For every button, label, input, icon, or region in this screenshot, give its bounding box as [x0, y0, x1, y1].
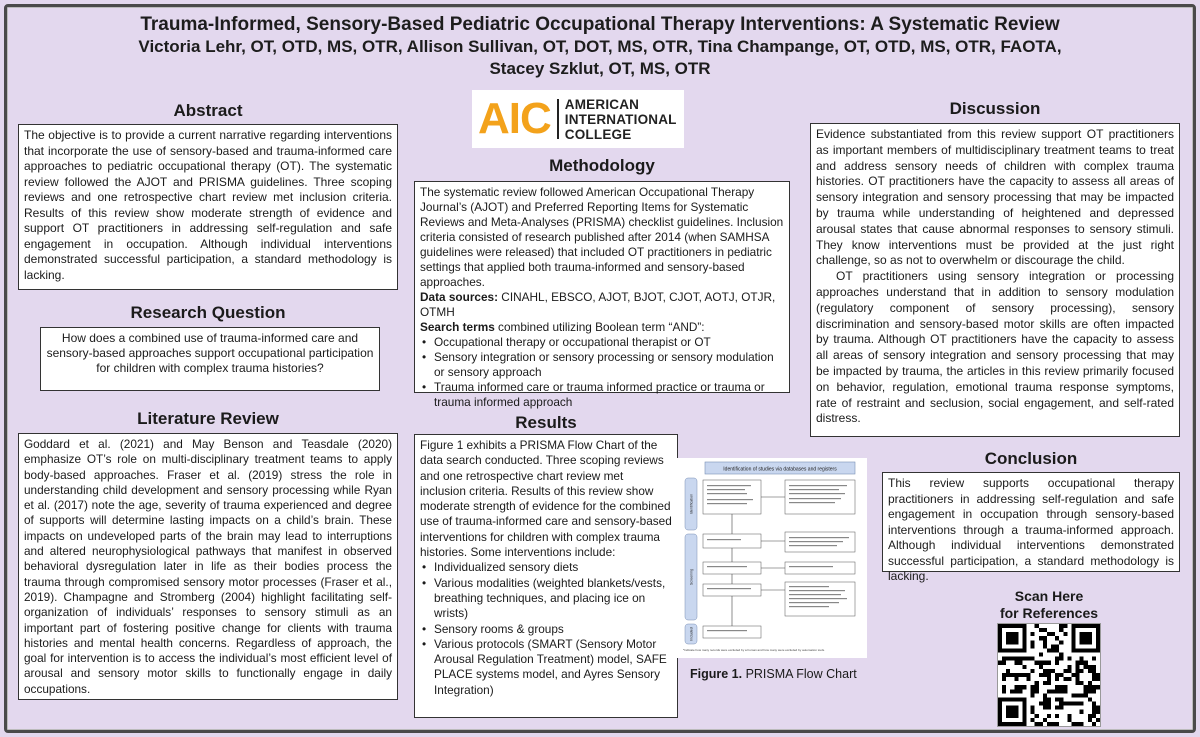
qr-module — [1092, 685, 1096, 689]
qr-module — [1047, 673, 1051, 677]
logo-wordmark — [565, 97, 677, 142]
qr-module — [1059, 628, 1063, 632]
text-line — [707, 485, 751, 486]
qr-module — [1092, 669, 1096, 673]
qr-module — [1014, 657, 1018, 661]
qr-module — [1067, 669, 1071, 673]
qr-module — [1092, 689, 1096, 693]
poster-header — [40, 14, 1160, 80]
qr-module — [1051, 632, 1055, 636]
research-question-box — [40, 327, 380, 391]
methodology-heading: Methodology — [549, 156, 655, 175]
text-line — [789, 502, 835, 503]
qr-module — [1018, 657, 1022, 661]
qr-module — [1043, 697, 1047, 701]
flow-box-reports-not-retrieved — [785, 562, 855, 574]
qr-module — [1039, 636, 1043, 640]
qr-module — [1047, 669, 1051, 673]
qr-module — [1076, 677, 1080, 681]
qr-module — [1043, 673, 1047, 677]
data-sources — [420, 290, 784, 320]
qr-module — [1067, 665, 1071, 669]
references-line-2: for References — [999, 605, 1099, 621]
list-item: • Various protocols (SMART (Sensory Motor Arousal Regulation Treatment) model, SAFE PLACE systems model, and Ayres Sensory Integration) — [420, 637, 672, 698]
qr-module — [1076, 681, 1080, 685]
qr-module — [1071, 673, 1075, 677]
college-logo — [472, 90, 684, 148]
qr-module — [1088, 681, 1092, 685]
qr-module — [1047, 706, 1051, 710]
flow-box-records-screened — [703, 534, 761, 548]
logo-line-2: INTERNATIONAL — [564, 111, 677, 127]
qr-module — [1067, 718, 1071, 722]
qr-module — [1014, 661, 1018, 665]
qr-module — [1031, 689, 1035, 693]
qr-module — [1092, 706, 1096, 710]
qr-module — [1027, 673, 1031, 677]
qr-module — [1014, 673, 1018, 677]
qr-module — [1043, 644, 1047, 648]
research-question-heading: Research Question — [130, 303, 286, 322]
qr-module — [1031, 632, 1035, 636]
qr-module — [1076, 665, 1080, 669]
qr-module — [1096, 706, 1100, 710]
qr-module — [1067, 677, 1071, 681]
data-sources-label: Data sources: — [420, 290, 499, 304]
authors-line-1: Victoria Lehr, OT, OTD, MS, OTR, Allison Sullivan, OT, DOT, MS, OTR, Tina Champange, OT, OTD, MS, OTR, FAOTA, — [138, 37, 1062, 56]
discussion-box — [810, 123, 1180, 437]
qr-module — [1059, 624, 1063, 628]
qr-module — [1055, 677, 1059, 681]
qr-module — [1035, 722, 1039, 726]
prisma-flow-chart-graphic — [677, 458, 867, 658]
qr-module — [1014, 689, 1018, 693]
qr-module — [1059, 657, 1063, 661]
qr-module — [1092, 702, 1096, 706]
stage-identification-label: Identification — [689, 493, 694, 515]
results-text: Figure 1 exhibits a PRISMA Flow Chart of the data search conducted. Three scoping reviews and one retrospective chart review met inclusion criteria. Results of this review show moderate strength of evidence for the combined use of trauma-informed care and sensory-based interventions for children with complex trauma histories. Some interventions include: — [420, 438, 672, 560]
qr-module — [1031, 706, 1035, 710]
qr-module — [1092, 673, 1096, 677]
flow-arrows — [732, 497, 785, 626]
figure-caption-text: PRISMA Flow Chart — [742, 667, 857, 681]
qr-module — [1043, 628, 1047, 632]
references-line-1: Scan Here — [1014, 588, 1084, 604]
flow-box-studies-included — [703, 626, 761, 638]
qr-module — [1096, 718, 1100, 722]
abstract-heading: Abstract — [173, 101, 243, 120]
qr-module — [1022, 665, 1026, 669]
discussion-heading: Discussion — [949, 99, 1041, 118]
qr-module — [1047, 689, 1051, 693]
qr-module — [1080, 710, 1084, 714]
qr-module — [1047, 648, 1051, 652]
qr-module — [1047, 661, 1051, 665]
qr-module — [1059, 673, 1063, 677]
qr-module — [1067, 714, 1071, 718]
qr-module — [1055, 714, 1059, 718]
qr-module — [1096, 710, 1100, 714]
search-terms-list — [420, 335, 784, 410]
abstract-text: The objective is to provide a current narrative regarding interventions that incorporate the use of sensory-based and trauma-informed care approaches to pediatric occupational therapy (OT). The systematic review followed the AJOT and PRISMA guidelines. Three scoping reviews and one retrospective chart review met inclusion criteria. Results of this review show moderate strength of evidence and support OT practitioners in addressing self-regulation and safe engagement in occupation. Although individual interventions demonstrated successful participation, a standard methodology is lacking. — [24, 128, 392, 282]
abstract-box — [18, 124, 398, 290]
qr-module — [1076, 702, 1080, 706]
text-line — [707, 499, 753, 500]
logo-divider — [557, 99, 559, 139]
qr-module — [1035, 661, 1039, 665]
qr-module — [1047, 697, 1051, 701]
qr-module — [1006, 669, 1010, 673]
qr-module — [1080, 669, 1084, 673]
qr-module — [1059, 706, 1063, 710]
qr-module — [1063, 632, 1067, 636]
qr-module — [1035, 685, 1039, 689]
qr-module — [1047, 681, 1051, 685]
qr-module — [1006, 632, 1018, 644]
qr-module — [1039, 702, 1043, 706]
qr-module — [1039, 661, 1043, 665]
methodology-box — [414, 181, 790, 409]
qr-module — [1043, 718, 1047, 722]
qr-module — [1092, 722, 1096, 726]
qr-module — [1096, 685, 1100, 689]
text-line — [707, 489, 745, 490]
qr-module — [1063, 685, 1067, 689]
text-line — [707, 539, 741, 540]
qr-module — [1080, 657, 1084, 661]
qr-module — [1055, 689, 1059, 693]
qr-module — [1043, 636, 1047, 640]
qr-module — [1006, 673, 1010, 677]
qr-module — [1039, 653, 1043, 657]
qr-module — [1088, 685, 1092, 689]
conclusion-heading: Conclusion — [984, 449, 1078, 468]
qr-module — [1055, 685, 1059, 689]
qr-module — [1031, 657, 1035, 661]
text-line — [707, 503, 747, 504]
interventions-list — [420, 560, 672, 698]
qr-module — [1043, 681, 1047, 685]
literature-review-box — [18, 433, 398, 700]
prisma-flow-chart — [677, 458, 867, 658]
qr-module — [1018, 685, 1022, 689]
conclusion-text: This review supports occupational therapy practitioners in addressing self-regulation and safe engagement in occupation through sensory-based interventions through a trauma-informed approach. Although individual interventions demonstrated successful participation, a standard methodology is lacking. — [888, 476, 1174, 583]
qr-module — [1088, 665, 1092, 669]
text-line — [789, 545, 837, 546]
qr-module — [1014, 685, 1018, 689]
qr-module — [1080, 681, 1084, 685]
text-line — [789, 594, 841, 595]
qr-module — [1051, 722, 1055, 726]
qr-module — [1035, 624, 1039, 628]
qr-module — [1055, 636, 1059, 640]
qr-module — [1059, 702, 1063, 706]
qr-module — [1018, 689, 1022, 693]
text-line — [789, 498, 841, 499]
qr-module — [1084, 661, 1088, 665]
qr-module — [1055, 706, 1059, 710]
qr-module — [1039, 665, 1043, 669]
qr-module — [1059, 689, 1063, 693]
list-item: • Trauma informed care or trauma informed practice or trauma or trauma informed approach — [420, 380, 784, 410]
search-terms-label: Search terms — [420, 320, 495, 334]
results-box — [414, 434, 678, 718]
qr-module — [1031, 669, 1035, 673]
qr-module — [1092, 657, 1096, 661]
qr-module — [1039, 673, 1043, 677]
qr-module — [1043, 693, 1047, 697]
qr-module — [1067, 702, 1071, 706]
qr-module — [1059, 640, 1063, 644]
text-line — [707, 588, 751, 589]
text-line — [707, 630, 747, 631]
discussion-paragraph-2: OT practitioners using sensory integration or processing approaches understand that in addition to sensory modulation (regulatory component of sensory processing), sensory discrimination and sensory-based motor skills are often impacted by trauma. Although OT practitioners have the capacity to assess all areas of sensory integration and sensory processing that may be impacted by trauma, the articles in this review primarily focused on behavior, regulation, emotional trauma response symptoms, rate of restraint and seclusion, social engagement, and self-rated distress. — [816, 269, 1174, 426]
qr-module — [1002, 661, 1006, 665]
text-line — [789, 566, 833, 567]
qr-code-icon — [998, 624, 1100, 726]
text-line — [789, 541, 843, 542]
qr-module — [1051, 669, 1055, 673]
qr-module — [1031, 693, 1035, 697]
qr-module — [1051, 648, 1055, 652]
references-label — [990, 588, 1108, 622]
search-terms — [420, 320, 784, 335]
qr-module — [1010, 673, 1014, 677]
qr-module — [1080, 632, 1092, 644]
qr-module — [1010, 689, 1014, 693]
figure-caption — [690, 667, 857, 681]
qr-module — [1063, 624, 1067, 628]
text-line — [707, 493, 747, 494]
qr-module — [1010, 657, 1014, 661]
qr-module — [1092, 714, 1096, 718]
qr-module — [1039, 628, 1043, 632]
qr-module — [1080, 661, 1084, 665]
qr-module — [1027, 657, 1031, 661]
discussion-paragraph-1: Evidence substantiated from this review support OT practitioners as important members of multidisciplinary treatment teams to treat and address sensory needs of children with complex trauma histories. OT practitioners have the capacity to assess all areas of sensory integration and sensory processing that may be impacted by trauma while understanding of heightened and depressed arousal states that cause abnormal responses to sensory stimuli. They know interventions must be provided at the just right challenge, so as not to overwhelm or discourage the child. — [816, 127, 1174, 268]
qr-module — [1096, 673, 1100, 677]
qr-module — [1076, 693, 1080, 697]
stage-screening-label: Screening — [689, 568, 694, 586]
text-line — [789, 493, 845, 494]
qr-module — [1002, 677, 1006, 681]
search-terms-text: combined utilizing Boolean term “AND”: — [494, 320, 705, 334]
qr-module — [1002, 657, 1006, 661]
qr-module — [1018, 673, 1022, 677]
references-qr-code[interactable] — [997, 623, 1101, 727]
qr-module — [1043, 669, 1047, 673]
qr-module — [1059, 685, 1063, 689]
qr-module — [1014, 677, 1018, 681]
qr-module — [1031, 710, 1035, 714]
text-line — [707, 566, 747, 567]
qr-module — [1088, 669, 1092, 673]
qr-module — [1018, 661, 1022, 665]
qr-module — [1092, 677, 1096, 681]
qr-module — [1047, 714, 1051, 718]
qr-module — [1002, 689, 1006, 693]
data-sources-text: CINAHL, EBSCO, AJOT, BJOT, CJOT, AOTJ, OTJR, OTMH — [420, 290, 776, 319]
qr-module — [1080, 702, 1084, 706]
flow-header-text: Identification of studies via databases and registers — [723, 466, 837, 473]
qr-module — [1002, 685, 1006, 689]
figure-caption-label: Figure 1. — [690, 667, 743, 681]
qr-module — [1035, 689, 1039, 693]
text-line — [789, 590, 845, 591]
qr-module — [1055, 673, 1059, 677]
qr-module — [1063, 702, 1067, 706]
qr-module — [1076, 661, 1080, 665]
stage-included-label: Included — [689, 627, 694, 641]
results-heading: Results — [515, 413, 577, 432]
text-line — [789, 602, 839, 603]
qr-module — [1047, 702, 1051, 706]
list-item: • Sensory integration or sensory processing or sensory modulation or sensory approach — [420, 350, 784, 380]
qr-module — [1076, 669, 1080, 673]
flow-box-reports-assessed — [703, 584, 761, 596]
text-line — [789, 586, 829, 587]
text-line — [789, 489, 839, 490]
list-item: • Occupational therapy or occupational therapist or OT — [420, 335, 784, 350]
logo-mark: AIC — [478, 94, 551, 143]
flow-box-reports-sought — [703, 562, 761, 574]
qr-module — [1002, 673, 1006, 677]
text-line — [789, 598, 847, 599]
methodology-text: The systematic review followed American Occupational Therapy Journal’s (AJOT) and Preferred Reporting Items for Systematic Reviews and Meta-Analyses (PRISMA) checklist guidelines. Inclusion criteria consisted of research published after 2014 (when SAMHSA guidelines were released) that included OT practitioners in pediatric settings that applied both trauma-informed and sensory-based approaches. — [420, 185, 784, 289]
qr-module — [1055, 722, 1059, 726]
qr-module — [1043, 706, 1047, 710]
research-question-text: How does a combined use of trauma-informed care and sensory-based approaches support occupational participation for children with complex trauma histories? — [46, 331, 374, 375]
qr-module — [1031, 718, 1035, 722]
qr-module — [1088, 714, 1092, 718]
qr-module — [1092, 665, 1096, 669]
qr-module — [1067, 657, 1071, 661]
qr-module — [1055, 657, 1059, 661]
qr-module — [1092, 710, 1096, 714]
qr-module — [1076, 722, 1080, 726]
qr-module — [1051, 689, 1055, 693]
literature-review-heading: Literature Review — [137, 409, 279, 428]
qr-module — [1027, 677, 1031, 681]
qr-module — [1080, 722, 1084, 726]
qr-module — [1043, 661, 1047, 665]
list-item: • Various modalities (weighted blankets/vests, breathing techniques, and placing ice on wrists) — [420, 576, 672, 622]
qr-module — [1035, 681, 1039, 685]
qr-module — [1022, 685, 1026, 689]
qr-module — [1088, 697, 1092, 701]
qr-module — [1071, 693, 1075, 697]
qr-module — [1043, 702, 1047, 706]
qr-module — [1063, 689, 1067, 693]
qr-module — [1043, 640, 1047, 644]
qr-module — [998, 661, 1002, 665]
qr-module — [1084, 693, 1088, 697]
qr-module — [1088, 718, 1092, 722]
qr-module — [1006, 706, 1018, 718]
list-item: • Individualized sensory diets — [420, 560, 672, 575]
qr-module — [1088, 689, 1092, 693]
text-line — [789, 485, 847, 486]
qr-module — [1022, 657, 1026, 661]
qr-module — [1096, 677, 1100, 681]
qr-module — [1035, 714, 1039, 718]
qr-module — [1055, 697, 1059, 701]
qr-module — [1059, 653, 1063, 657]
qr-module — [1022, 673, 1026, 677]
qr-module — [1084, 685, 1088, 689]
logo-line-3: COLLEGE — [564, 126, 632, 142]
qr-module — [1059, 697, 1063, 701]
qr-module — [1084, 689, 1088, 693]
text-line — [789, 606, 829, 607]
logo-line-1: AMERICAN — [564, 96, 640, 112]
qr-module — [1055, 648, 1059, 652]
literature-review-text: Goddard et al. (2021) and May Benson and Teasdale (2020) emphasize OT’s role on multi-disciplinary treatment teams to apply body-based approaches. Fraser et al. (2019) stress the role in understanding child development and sensory processing while Ryan et al. (2017) note the age, severity of trauma experienced and degree of supports will determine lasting impacts on a child’s brain. These impacts on undeveloped parts of the brain may lead to interruptions and altered neurophysiological pathways that manifest in observed behavioral dysregulation later in life as their bodies process the trauma through compromised sensory motor processes (Fraser et al., 2019). Champagne and Stromberg (2004) highlight facilitating self-organization of individuals’ responses to sensory stimuli as an important part of fostering positive change for clients with trauma histories and mental health concerns. Regardless of approach, the goal for intervention is to access the individual’s most efficient level of arousal and sensory motor skills to functionally engage in daily occupations. — [24, 437, 392, 696]
qr-module — [1031, 685, 1035, 689]
qr-module — [1071, 702, 1075, 706]
poster-title: Trauma-Informed, Sensory-Based Pediatric Occupational Therapy Interventions: A Systematic Review — [140, 14, 1060, 35]
qr-module — [1047, 632, 1051, 636]
qr-module — [1047, 677, 1051, 681]
qr-module — [1047, 722, 1051, 726]
text-line — [789, 537, 849, 538]
qr-module — [1063, 677, 1067, 681]
conclusion-box — [882, 472, 1180, 583]
qr-module — [1051, 644, 1055, 648]
flow-footnote: *Indicate how many records were excluded by a human and how many were excluded by automation tools. — [683, 648, 825, 652]
qr-module — [1039, 722, 1043, 726]
authors-line-2: Stacey Szklut, OT, MS, OTR — [489, 59, 711, 78]
qr-module — [1031, 640, 1035, 644]
qr-module — [1063, 669, 1067, 673]
qr-module — [1055, 661, 1059, 665]
qr-module — [1071, 722, 1075, 726]
qr-module — [1031, 644, 1035, 648]
qr-module — [1006, 657, 1010, 661]
list-item: • Sensory rooms & groups — [420, 622, 672, 637]
qr-module — [1080, 693, 1084, 697]
qr-module — [1076, 673, 1080, 677]
qr-module — [1055, 644, 1059, 648]
qr-module — [1084, 665, 1088, 669]
